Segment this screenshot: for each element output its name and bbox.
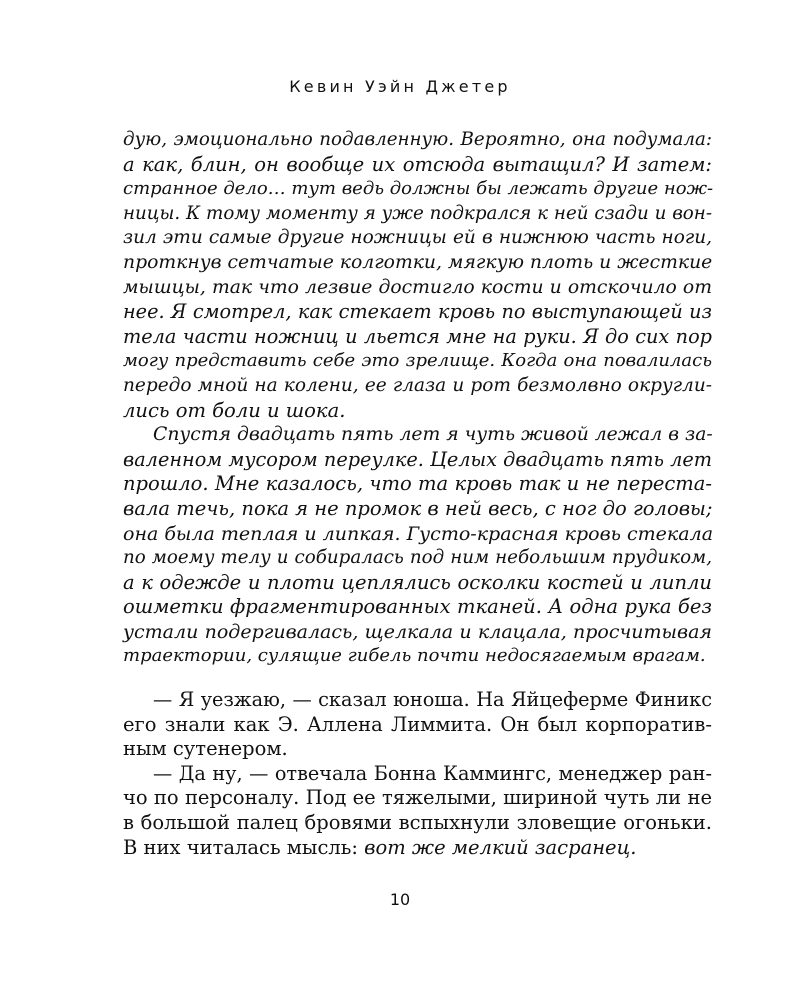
text-line: прошло. Мне казалось, что та кровь так и не переста- — [123, 472, 712, 496]
text-line: дую, эмоционально подавленную. Вероятно, она подумала: — [123, 129, 712, 150]
text-line: устали подергивалась, щелкала и клацала, просчитывая — [123, 620, 712, 643]
text-line: мышцы, так что лезвие достигло кости и отскочило от — [123, 276, 712, 298]
paragraph-first-line: Спустя двадцать пять лет я чуть живой лежал в за- — [153, 424, 713, 446]
text-line: ницы. К тому моменту я уже подкрался к ней сзади и вон- — [123, 202, 712, 224]
text-line: ошметки фрагментированных тканей. А одна рука без — [123, 595, 712, 619]
text-line: передо мной на колени, ее глаза и рот безмолвно округли- — [123, 374, 712, 396]
roman-text-block — [123, 688, 712, 860]
page-number: 10 — [389, 890, 411, 909]
text-line: тела части ножниц и льется мне на руки. Я до сих пор — [123, 324, 712, 348]
text-line: траектории, сулящие гибель почти недосягаемым врагам. — [123, 645, 706, 667]
text-line: вала течь, пока я не промок в ней весь, с ног до головы; — [123, 496, 713, 520]
text-line: лись от боли и шока. — [123, 398, 346, 422]
text-line: а к одежде и плоти цеплялись осколки костей и липли — [123, 570, 712, 594]
text-line: а как, блин, он вообще их отсюда вытащил? И затем: — [123, 152, 712, 176]
running-head: Кевин Уэйн Джетер — [289, 77, 511, 96]
paragraph-first-line: — Я уезжаю, — сказал юноша. На Яйцеферме Финикс — [153, 688, 712, 711]
text-line: чо по персоналу. Под ее тяжелыми, шириной чуть ли не — [123, 786, 712, 810]
final-line-italic: вот же мелкий засранец. — [364, 835, 637, 859]
final-line-prefix: В них читалась мысль: — [123, 835, 365, 859]
text-line: зил эти самые другие ножницы ей в нижнюю часть ноги, — [123, 227, 712, 249]
text-line: его знали как Э. Аллена Лиммита. Он был корпоратив- — [123, 712, 712, 736]
text-line: по моему телу и собиралась под ним небольшим прудиком, — [123, 547, 712, 569]
text-line: странное дело… тут ведь должны бы лежать другие нож- — [123, 178, 714, 200]
text-line: она была теплая и липкая. Густо-красная кровь стекала — [123, 522, 714, 545]
text-line: в большой палец бровями вспыхнули зловещие огоньки. — [123, 810, 712, 834]
text-line: могу представить себе это зрелище. Когда она повалилась — [123, 350, 712, 372]
paragraph-first-line: — Да ну, — отвечала Бонна Каммингс, менеджер ран- — [153, 761, 712, 785]
text-line: проткнув сетчатые колготки, мягкую плоть и жесткие — [123, 251, 713, 273]
text-line-final — [123, 836, 712, 861]
text-line: валенном мусором переулке. Целых двадцать пять лет — [123, 447, 712, 471]
text-line: ным сутенером. — [123, 737, 288, 761]
text-line: нее. Я смотрел, как стекает кровь по выступающей из — [123, 300, 712, 324]
italic-text-block — [123, 128, 712, 669]
